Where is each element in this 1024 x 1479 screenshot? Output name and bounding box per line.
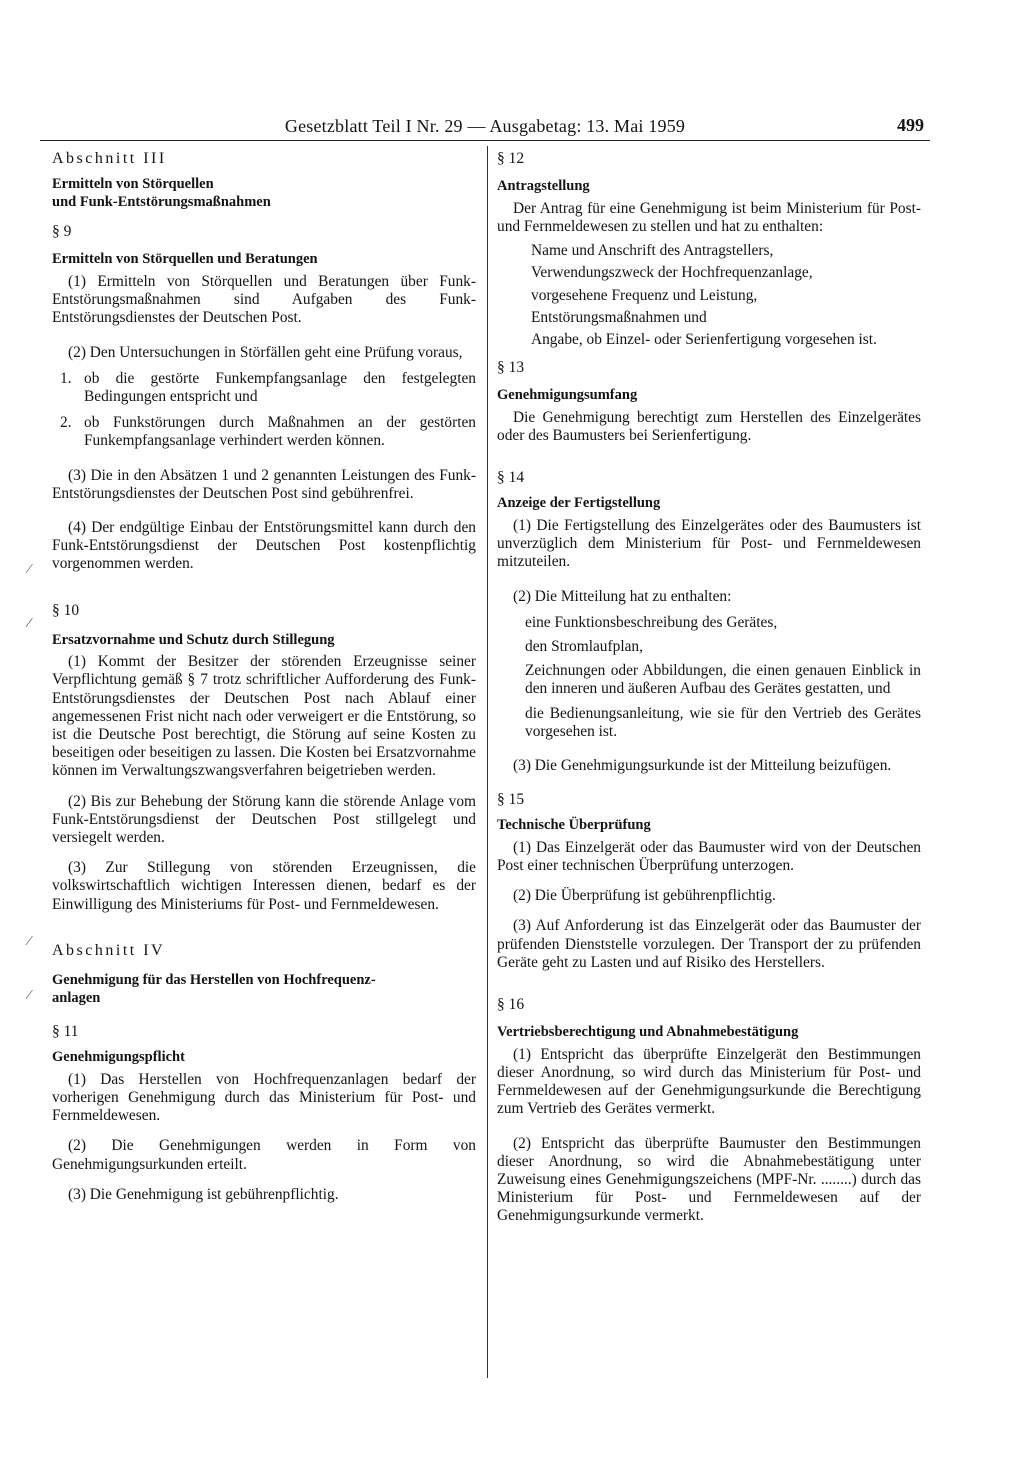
list-text: ob Funkstörungen durch Maßnahmen an der gestörten Funkempfangsanlage verhindert werden können. [84,414,476,450]
list-item: vorgesehene Frequenz und Leistung, [531,286,758,304]
paragraph-text: (3) Die Genehmigung ist gebührenpflichtig. [68,1185,339,1203]
paragraph-number: § 13 [497,359,525,377]
list-item [52,370,476,406]
paragraph-text: (3) Die in den Absätzen 1 und 2 genannten Leistungen des Funk-Entstörungsdienstes der Deutschen Post sind gebührenfrei. [52,466,476,502]
paragraph-text: (3) Die Genehmigungsurkunde ist der Mitteilung beizufügen. [513,756,892,774]
paragraph-text: (1) Das Herstellen von Hochfrequenzanlagen bedarf der vorherigen Genehmigung durch das Ministerium für Post- und Fernmeldewesen. [52,1070,476,1125]
paragraph-text: (2) Entspricht das überprüfte Baumuster den Bestimmungen dieser Anordnung, so wird die Abnahmebestätigung unter Zuweisung eines Genehmigungszeichens (MPF-Nr. ........) durch das Ministerium für Post- und Fernmeldewesen auf der Genehmigungsurkunde vermerkt. [497,1134,921,1225]
page-number: 499 [897,115,924,135]
paragraph-text: (1) Die Fertigstellung des Einzelgerätes oder des Baumusters ist unverzüglich dem Ministerium für Post- und Fernmeldewesen mitzuteilen. [497,516,921,571]
paragraph-heading: Ermitteln von Störquellen und Beratungen [52,251,318,268]
section-title: Abschnitt III [52,150,167,167]
page-header [40,114,930,141]
paragraph-number: § 11 [52,1023,79,1041]
list-item: Zeichnungen oder Abbildungen, die einen genauen Einblick in den inneren und äußeren Aufbau des Gerätes gestatten, und [525,662,921,698]
column-divider [487,146,488,1378]
paragraph-heading: Anzeige der Fertigstellung [497,495,661,512]
list-item: Entstörungsmaßnahmen und [531,308,707,326]
paragraph-text: (2) Bis zur Behebung der Störung kann die störende Anlage vom Funk-Entstörungsdienst der Deutschen Post stillgelegt und versiegelt werden. [52,792,476,847]
paragraph-text: (4) Der endgültige Einbau der Entstörungsmittel kann durch den Funk-Entstörungsdienst der Deutschen Post kostenpflichtig vorgenommen werden. [52,518,476,573]
margin-mark: ⁄ [28,616,31,631]
paragraph-number: § 14 [497,469,525,487]
paragraph-text: (2) Den Untersuchungen in Störfällen geht eine Prüfung voraus, [68,343,463,361]
list-item: Verwendungszweck der Hochfrequenzanlage, [531,264,813,282]
paragraph-heading: Ersatzvornahme und Schutz durch Stillegung [52,631,335,648]
section-title: Abschnitt IV [52,941,166,959]
paragraph-text: (1) Kommt der Besitzer der störenden Erzeugnisse seiner Verpflichtung gemäß § 7 trotz schriftlicher Aufforderung des Funk-Entstörungsdienstes der Deutschen Post nach Ablauf einer angemessenen Frist nicht nach oder verweigert er die Entstörung, so ist die Deutsche Post berechtigt, die Störung auf seine Kosten zu beseitigen oder beseitigen zu lassen. Die Kosten bei Ersatzvornahme können im Verwaltungszwangsverfahren beigetrieben werden. [52,653,476,780]
paragraph-number: § 9 [52,223,72,241]
paragraph-text: (1) Ermitteln von Störquellen und Beratungen über Funk-Entstörungsmaßnahmen sind Aufgaben des Funk-Entstörungsdienstes der Deutschen Post. [52,272,476,327]
gazette-title: Gesetzblatt Teil I Nr. 29 — Ausgabetag: 13. Mai 1959 [284,116,686,136]
section-subtitle: und Funk-Entstörungsmaßnahmen [52,193,271,210]
paragraph-number: § 15 [497,791,525,809]
section-subtitle: anlagen [52,989,101,1006]
section-subtitle: Genehmigung für das Herstellen von Hochfrequenz- [52,972,376,989]
margin-mark: ⁄ [28,562,31,577]
paragraph-text: (1) Entspricht das überprüfte Einzelgerät den Bestimmungen dieser Anordnung, so wird durch das Ministerium für Post- und Fernmeldewesen auf der Genehmigungsurkunde die Berechtigung zum Vertrieb des Gerätes vermerkt. [497,1045,921,1118]
paragraph-heading: Technische Überprüfung [497,817,651,834]
list-item [52,414,476,450]
paragraph-number: § 12 [497,150,525,167]
list-item: den Stromlaufplan, [525,637,643,655]
paragraph-text: (3) Zur Stillegung von störenden Erzeugnissen, die volkswirtschaftlich wichtigen Interessen dienen, bedarf es der Einwilligung des Ministeriums für Post- und Fernmeldewesen. [52,859,476,913]
list-item: Angabe, ob Einzel- oder Serienfertigung vorgesehen ist. [531,330,877,348]
list-item: Name und Anschrift des Antragstellers, [531,242,774,260]
left-column [52,150,476,1204]
paragraph-text: Die Genehmigung berechtigt zum Herstellen des Einzelgerätes oder des Baumusters bei Serienfertigung. [497,408,921,445]
paragraph-heading: Genehmigungspflicht [52,1049,185,1066]
list-number: 1. [60,369,72,387]
paragraph-heading: Vertriebsberechtigung und Abnahmebestätigung [497,1024,799,1041]
paragraph-text: (2) Die Genehmigungen werden in Form von Genehmigungsurkunden erteilt. [52,1137,476,1173]
list-item: die Bedienungsanleitung, wie sie für den Vertrieb des Gerätes vorgesehen ist. [525,704,921,740]
paragraph-text: (1) Das Einzelgerät oder das Baumuster wird von der Deutschen Post einer technischen Überprüfung unterzogen. [497,838,921,875]
margin-mark: ⁄ [28,988,31,1003]
paragraph-text: (2) Die Mitteilung hat zu enthalten: [513,587,732,605]
paragraph-heading: Genehmigungsumfang [497,387,638,404]
paragraph-number: § 16 [497,996,525,1014]
right-column [497,150,921,1226]
paragraph-text: (3) Auf Anforderung ist das Einzelgerät oder das Baumuster der prüfenden Dienststelle vorzulegen. Der Transport der zu prüfenden Geräte geht zu Lasten und auf Risiko des Herstellers. [497,917,921,971]
section-subtitle: Ermitteln von Störquellen [52,176,214,193]
margin-mark: ⁄ [28,934,31,949]
list-text: ob die gestörte Funkempfangsanlage den festgelegten Bedingungen entspricht und [84,369,476,405]
paragraph-text: (2) Die Überprüfung ist gebührenpflichtig. [513,887,776,905]
list-item: eine Funktionsbeschreibung des Gerätes, [525,613,778,631]
paragraph-text: Der Antrag für eine Genehmigung ist beim Ministerium für Post- und Fernmeldewesen zu stellen und hat zu enthalten: [497,199,921,235]
paragraph-heading: Antragstellung [497,178,590,195]
list-number: 2. [60,414,72,432]
paragraph-number: § 10 [52,601,80,619]
